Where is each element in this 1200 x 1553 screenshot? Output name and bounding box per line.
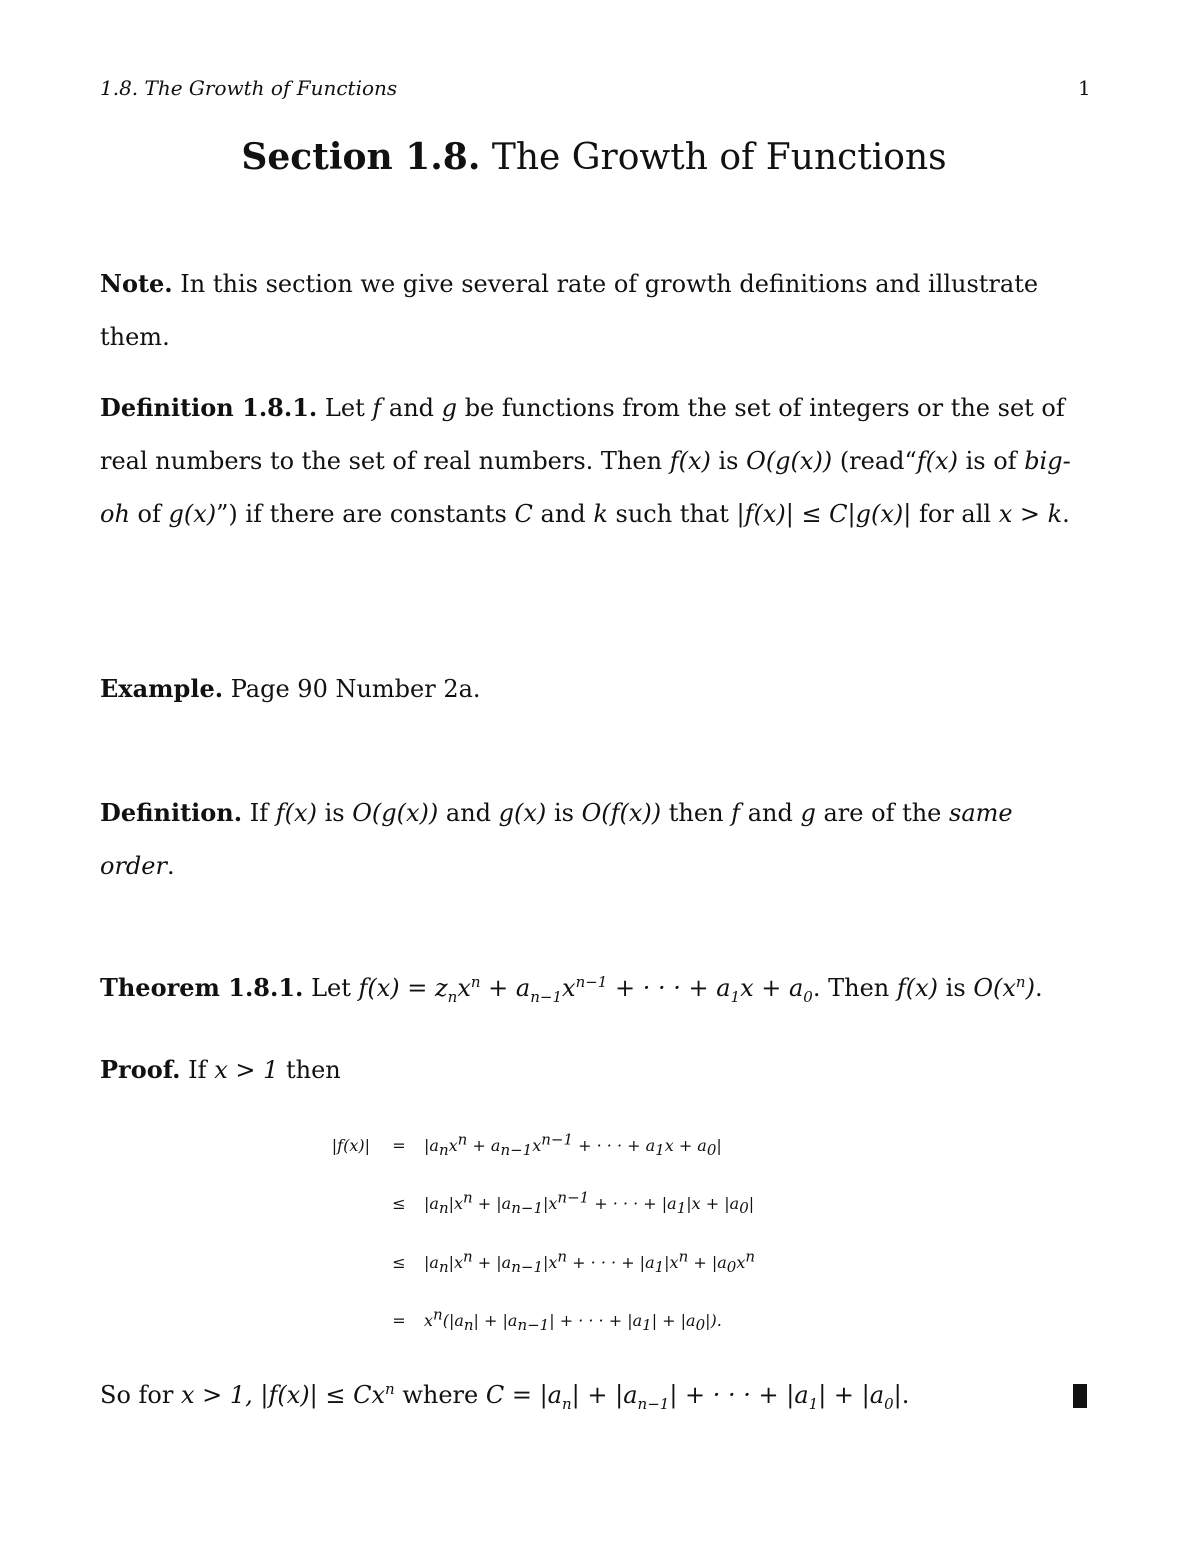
math: g (800, 799, 816, 827)
section-title-text: The Growth of Functions (491, 137, 947, 178)
text: for all (918, 500, 992, 528)
equation-relation: ≤ (392, 1253, 406, 1272)
theorem-label: Theorem 1.8.1. (100, 973, 304, 1002)
text: is (945, 974, 966, 1002)
equation-relation: = (392, 1311, 406, 1330)
text: and (445, 799, 492, 827)
equation-row (0, 1184, 1200, 1224)
math: f (372, 394, 382, 422)
equation-row (0, 1243, 1200, 1283)
equation-rhs: $x^n(|a_n| + |a_{n-1}|$ + · · · + $|a_1| + |a_0|$). (424, 1305, 722, 1335)
text: Let (311, 974, 351, 1002)
text: are of the (823, 799, 942, 827)
math: g (441, 394, 458, 422)
note-text: In this section we give several rate of growth definitions and illustrate them. (100, 270, 1039, 351)
proof-conclusion: So for x > 1, $|f(x)| \le Cx^n$ where $C = |a_n| + |a_{n-1}|$ + · · · + $|a_1| + |a_0|$. (100, 1380, 910, 1413)
text: then (286, 1056, 341, 1084)
qed-square-icon (1073, 1384, 1087, 1408)
text: ”) if there are constants (216, 500, 507, 528)
equation-row (0, 1301, 1200, 1341)
text: such that (615, 500, 729, 528)
text: Then (828, 974, 890, 1002)
equation-row (0, 1126, 1200, 1166)
math: O(g(x)) (352, 799, 439, 827)
text: Let (324, 394, 365, 422)
math: x > 1, (180, 1381, 253, 1409)
math: f (731, 799, 741, 827)
math: g(x) (498, 799, 547, 827)
text: If (249, 799, 269, 827)
definition-1-8-1 (100, 381, 1088, 541)
text: is (553, 799, 574, 827)
text: is (324, 799, 345, 827)
text: and (540, 500, 586, 528)
math: f(x) (275, 799, 317, 827)
example-text: Page 90 Number 2a. (230, 675, 481, 703)
note-paragraph (100, 257, 1088, 364)
text: then (668, 799, 724, 827)
theorem-polynomial: $f(x) = z_nx^n + a_{n-1}x^{n-1}$ + · · · + $a_1x + a_0$ (358, 973, 813, 1006)
text: So for (100, 1381, 174, 1409)
text: (read“ (839, 447, 917, 475)
math: f(x) (669, 447, 711, 475)
text: be functions from the set of integers or the set of real numbers to the set of real numbers. Then (100, 394, 1065, 475)
definition-same-order (100, 786, 1088, 893)
running-title: 1.8. The Growth of Functions (100, 76, 398, 100)
text: and (388, 394, 435, 422)
math: f(x) (896, 974, 939, 1002)
text: . (1062, 500, 1070, 528)
text: of (137, 500, 161, 528)
proof-label: Proof. (100, 1055, 181, 1084)
math: k (593, 500, 608, 528)
note-label: Note. (100, 269, 173, 298)
section-title (0, 136, 1188, 178)
math: |f(x)| ≤ C|g(x)| (736, 500, 912, 528)
text: . (166, 852, 175, 880)
definition-label: Definition 1.8.1. (100, 393, 318, 422)
conclusion-constant: $C = |a_n| + |a_{n-1}|$ + · · · + $|a_1| + |a_0|$ (485, 1381, 902, 1413)
equation-relation: ≤ (392, 1194, 406, 1213)
text: If (188, 1056, 207, 1084)
page-number: 1 (1078, 76, 1091, 100)
math: C (514, 500, 533, 528)
equation-lhs: |f(x)| (331, 1136, 370, 1155)
example-paragraph (100, 662, 1088, 716)
section-label: Section 1.8. (241, 136, 481, 178)
equation-rhs: $|a_n|x^n + |a_{n-1}|x^{n-1}$ + · · · + $|a_1|x + |a_0|$ (424, 1188, 755, 1218)
math: g(x) (168, 500, 217, 528)
conclusion-inequality: $|f(x)| \le Cx^n$ (260, 1380, 395, 1409)
text: is of (965, 447, 1017, 475)
theorem-1-8-1: Theorem 1.8.1. Let $f(x) = z_nx^n + a_{n-1}x^{n-1}$ + · · · + $a_1x + a_0$. Then f(x) is $O(x^n)$. (100, 973, 1043, 1006)
math: O(g(x)) (746, 447, 833, 475)
math: x > k (998, 500, 1063, 528)
math: O(f(x)) (581, 799, 662, 827)
text: and (747, 799, 793, 827)
term: same order (100, 799, 1013, 880)
equation-relation: = (392, 1136, 406, 1155)
equation-rhs: $|a_nx^n + a_{n-1}x^{n-1}$ + · · · + $a_1x + a_0|$ (424, 1130, 722, 1160)
math: x > 1 (214, 1056, 279, 1084)
text: where (402, 1381, 479, 1409)
proof-intro (100, 1043, 1088, 1097)
term: big-oh (100, 447, 1071, 528)
example-label: Example. (100, 674, 224, 703)
math: f(x) (916, 447, 958, 475)
theorem-bigoh: $O(x^n)$ (973, 973, 1035, 1002)
text: is (718, 447, 739, 475)
definition-label: Definition. (100, 798, 243, 827)
equation-rhs: $|a_n|x^n + |a_{n-1}|x^n$ + · · · + $|a_1|x^n + |a_0x^n$ (424, 1247, 756, 1277)
